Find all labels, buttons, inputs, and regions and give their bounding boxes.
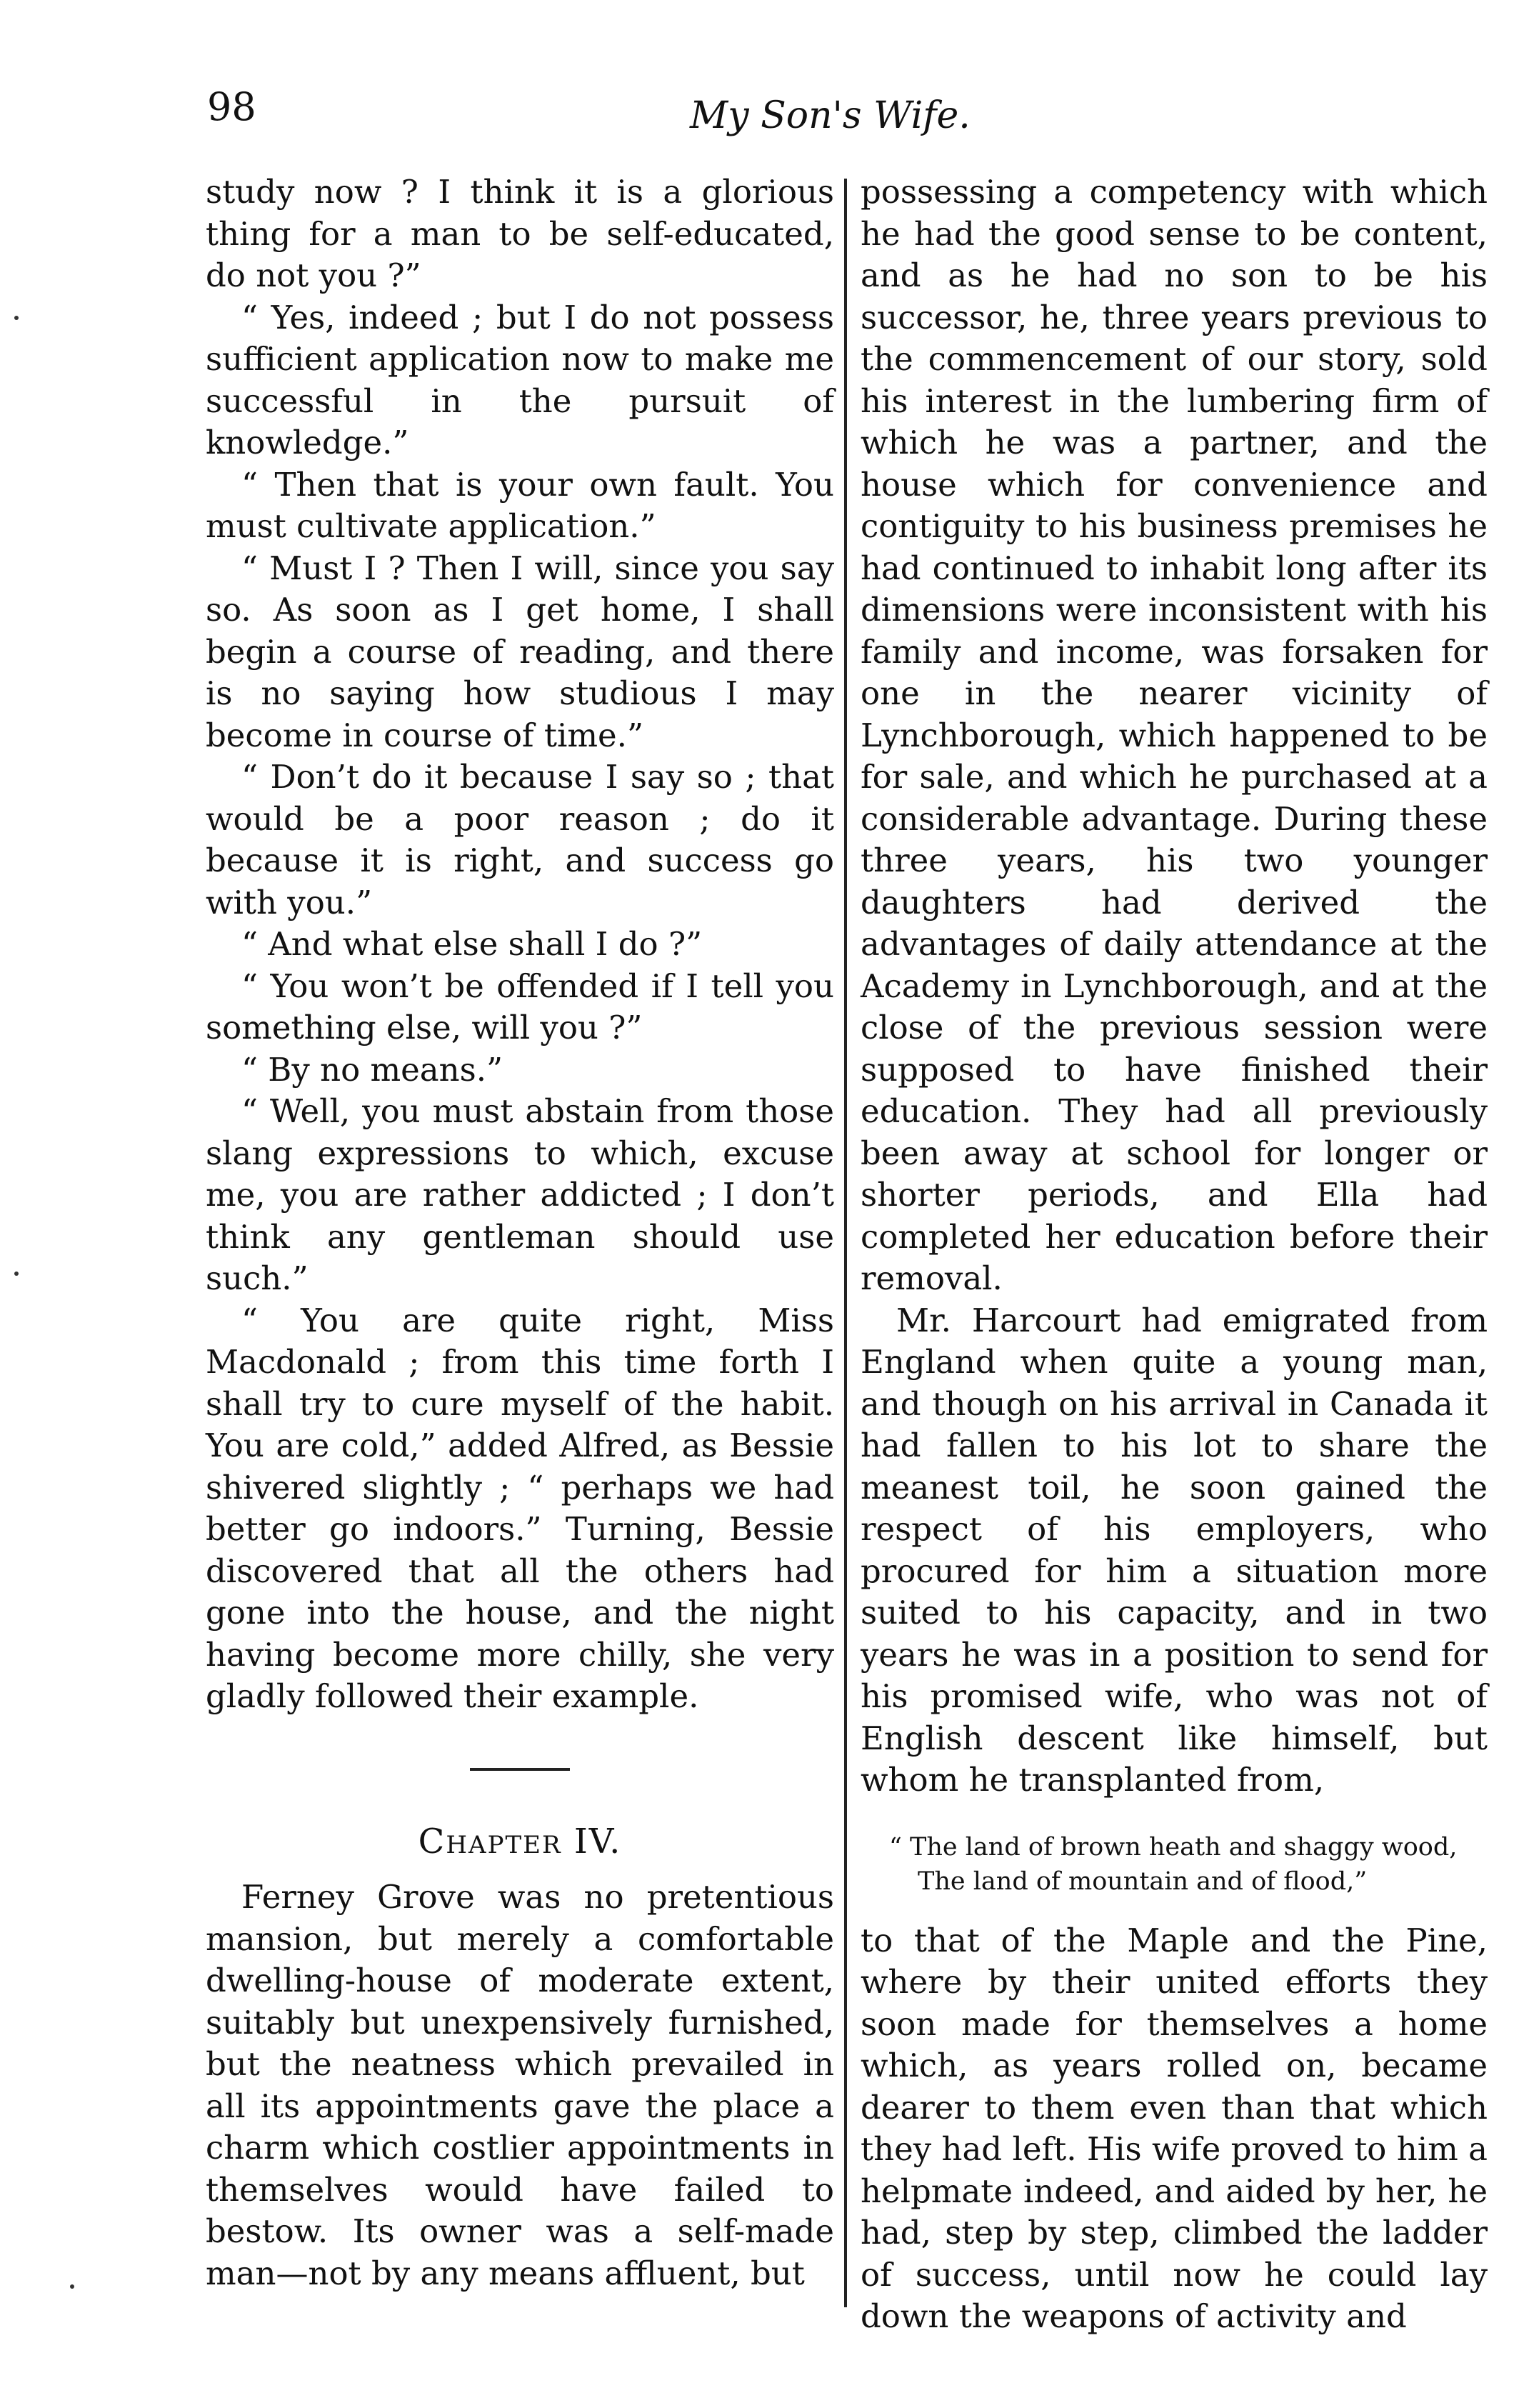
paragraph: Ferney Grove was no pretentious mansion, but merely a comfortable dwelling-house of moderate extent, suitably but unexpensively furnished, but the neatness which prevailed in all its appointments gave the place a charm which costlier appointments in themselves would have failed to bestow. Its owner was a self-made man—not by any means affluent, but <box>206 1878 834 2292</box>
paragraph: study now ? I think it is a glorious thing for a man to be self-educated, do not you ?” <box>206 173 834 294</box>
page-number: 98 <box>207 84 256 129</box>
verse-line: The land of mountain and of flood,” <box>918 1867 1368 1896</box>
paragraph: “ And what else shall I do ?” <box>241 925 703 963</box>
margin-speck <box>70 2284 74 2289</box>
column-rule <box>844 179 847 2307</box>
chapter-heading: Chapter IV. <box>418 1821 622 1862</box>
paragraph: “ Must I ? Then I will, since you say so. As soon as I get home, I shall begin a course of reading, and there is no saying how studious I may become in course of time.” <box>206 549 834 754</box>
paragraph: “ Well, you must abstain from those slang expressions to which, excuse me, you are rather addicted ; I don’t think any gentleman should use such.” <box>206 1092 834 1297</box>
verse-quotation <box>889 1830 1488 1899</box>
margin-speck <box>14 1272 19 1276</box>
paragraph: “ You won’t be offended if I tell you something else, will you ?” <box>206 966 834 1046</box>
right-paragraphs-before <box>861 171 1488 1802</box>
section-separator <box>470 1768 570 1771</box>
paragraph: “ You are quite right, Miss Macdonald ; from this time forth I shall try to cure myself of the habit. You are cold,” added Alfred, as Bessie shivered slightly ; “ perhaps we had better go indoors.” Turning, Bessie discovered that all the others had gone into the house, and the night having become more chilly, she very gladly followed their example. <box>206 1301 834 1715</box>
left-paragraphs-before <box>206 171 834 1718</box>
paragraph: to that of the Maple and the Pine, where by their united efforts they soon made for themselves a home which, as years rolled on, became dearer to them even than that which they had left. His wife proved to him a helpmate indeed, and aided by her, he had, step by step, climbed the ladder of success, until now he could lay down the weapons of activity and <box>861 1921 1488 2335</box>
right-paragraphs-after <box>861 1920 1488 2338</box>
running-title: My Son's Wife. <box>690 94 971 137</box>
left-paragraphs-after <box>206 1877 834 2294</box>
right-column <box>861 171 1488 2338</box>
verse-line: “ The land of brown heath and shaggy wood, <box>889 1832 1458 1862</box>
paragraph: Mr. Harcourt had emigrated from England when quite a young man, and though on his arrival in Canada it had fallen to his lot to share the meanest toil, he soon gained the respect of his employers, who procured for him a situation more suited to his capacity, and in two years he was in a position to send for his promised wife, who was not of English descent like himself, but whom he transplanted from, <box>861 1301 1488 1799</box>
margin-speck <box>14 316 19 320</box>
paragraph: “ Yes, indeed ; but I do not possess sufficient application now to make me successful in the pursuit of knowledge.” <box>206 298 834 461</box>
paragraph: possessing a competency with which he had the good sense to be content, and as he had no son to be his successor, he, three years previous to the commencement of our story, sold his interest in the lumbering firm of which he was a partner, and the house which for convenience and contiguity to his business premises he had continued to inhabit long after its dimensions were inconsistent with his family and income, was forsaken for one in the nearer vicinity of Lynchborough, which happened to be for sale, and which he purchased at a considerable advantage. During these three years, his two younger daughters had derived the advantages of daily attendance at the Academy in Lynchborough, and at the close of the previous session were supposed to have finished their education. They had all previously been away at school for longer or shorter periods, and Ella had completed her education before their removal. <box>861 173 1488 1297</box>
paragraph: “ By no means.” <box>241 1050 503 1089</box>
left-column <box>206 171 834 2294</box>
paragraph: “ Then that is your own fault. You must cultivate application.” <box>206 465 834 545</box>
paragraph: “ Don’t do it because I say so ; that would be a poor reason ; do it because it is right, and success go with you.” <box>206 758 834 921</box>
